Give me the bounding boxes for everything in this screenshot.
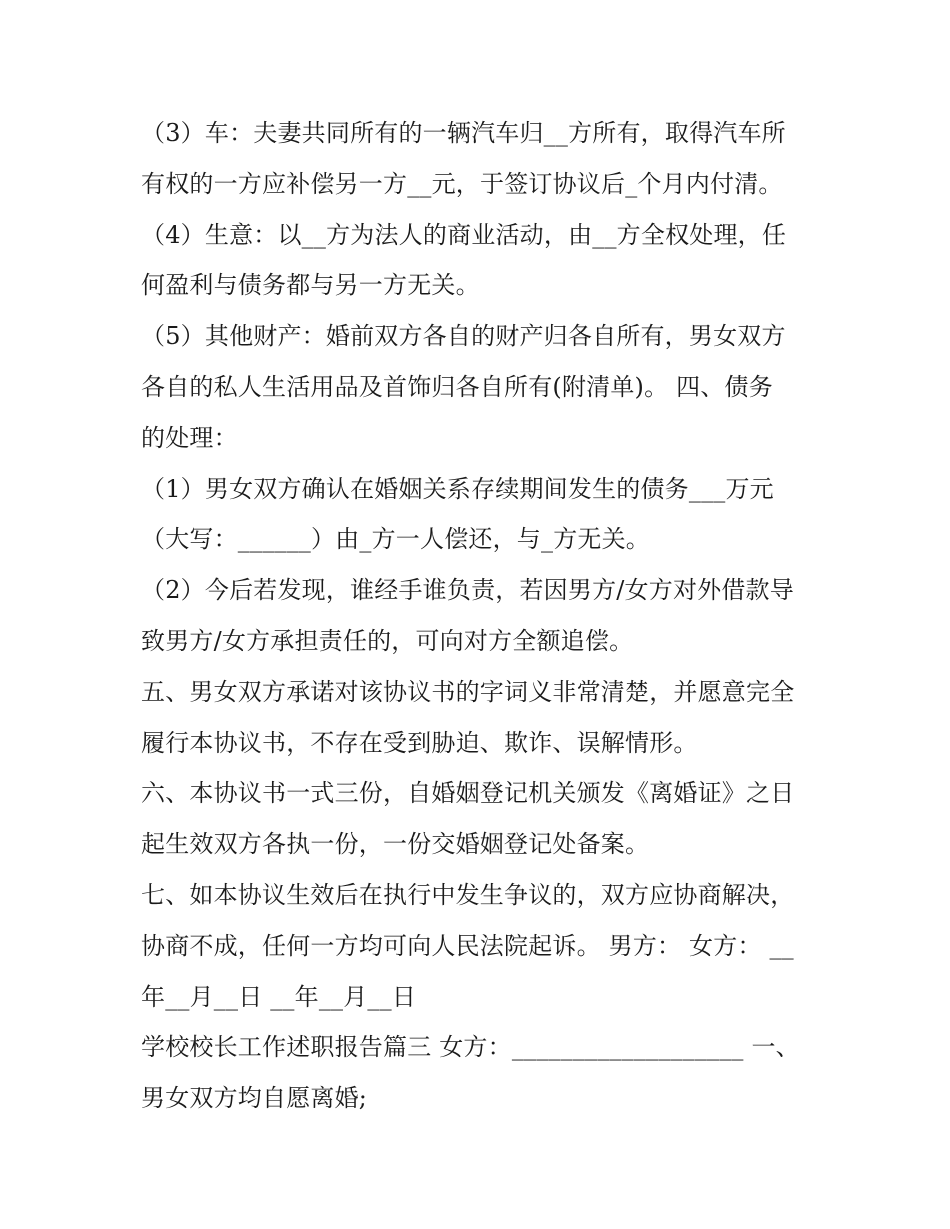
text-line: 何盈利与债务都与另一方无关。 [141, 271, 480, 300]
text-line: （5）其他财产：婚前双方各自的财产归各自所有，男女双方 [141, 322, 786, 351]
text-line: 的处理： [141, 423, 238, 452]
text-line: 协商不成，任何一方均可向人民法院起诉。 男方： 女方： __ [141, 931, 794, 960]
text-line: （4）生意：以__方为法人的商业活动，由__方全权处理，任 [141, 220, 787, 249]
text-line: 学校校长工作述职报告篇三 女方：___________________ 一、 [141, 1033, 800, 1062]
document-body [141, 108, 821, 1124]
text-line: 履行本协议书，不存在受到胁迫、欺诈、误解情形。 [141, 728, 698, 757]
text-line: （1）男女双方确认在婚姻关系存续期间发生的债务___万元 [141, 474, 774, 503]
text-line: 年__月__日 __年__月__日 [141, 982, 417, 1011]
text-line: 起生效双方各执一份，一份交婚姻登记处备案。 [141, 830, 650, 859]
text-line: 各自的私人生活用品及首饰归各自所有(附清单)。 四、债务 [141, 372, 773, 401]
text-line: 男女双方均自愿离婚; [141, 1084, 368, 1113]
text-line: （大写：______）由_方一人偿还，与_方无关。 [141, 525, 650, 554]
text-line: （3）车：夫妻共同所有的一辆汽车归__方所有，取得汽车所 [141, 119, 786, 147]
text-line: 致男方/女方承担责任的，可向对方全额追偿。 [141, 626, 634, 655]
text-line: 七、如本协议生效后在执行中发生争议的，双方应协商解决， [141, 880, 795, 909]
text-line: （2）今后若发现，谁经手谁负责，若因男方/女方对外借款导 [141, 576, 794, 605]
text-line: 有权的一方应补偿另一方__元，于签订协议后_个月内付清。 [141, 169, 783, 198]
text-line: 五、男女双方承诺对该协议书的字词义非常清楚，并愿意完全 [141, 677, 795, 706]
text-line: 六、本协议书一式三份，自婚姻登记机关颁发《离婚证》之日 [141, 779, 795, 808]
